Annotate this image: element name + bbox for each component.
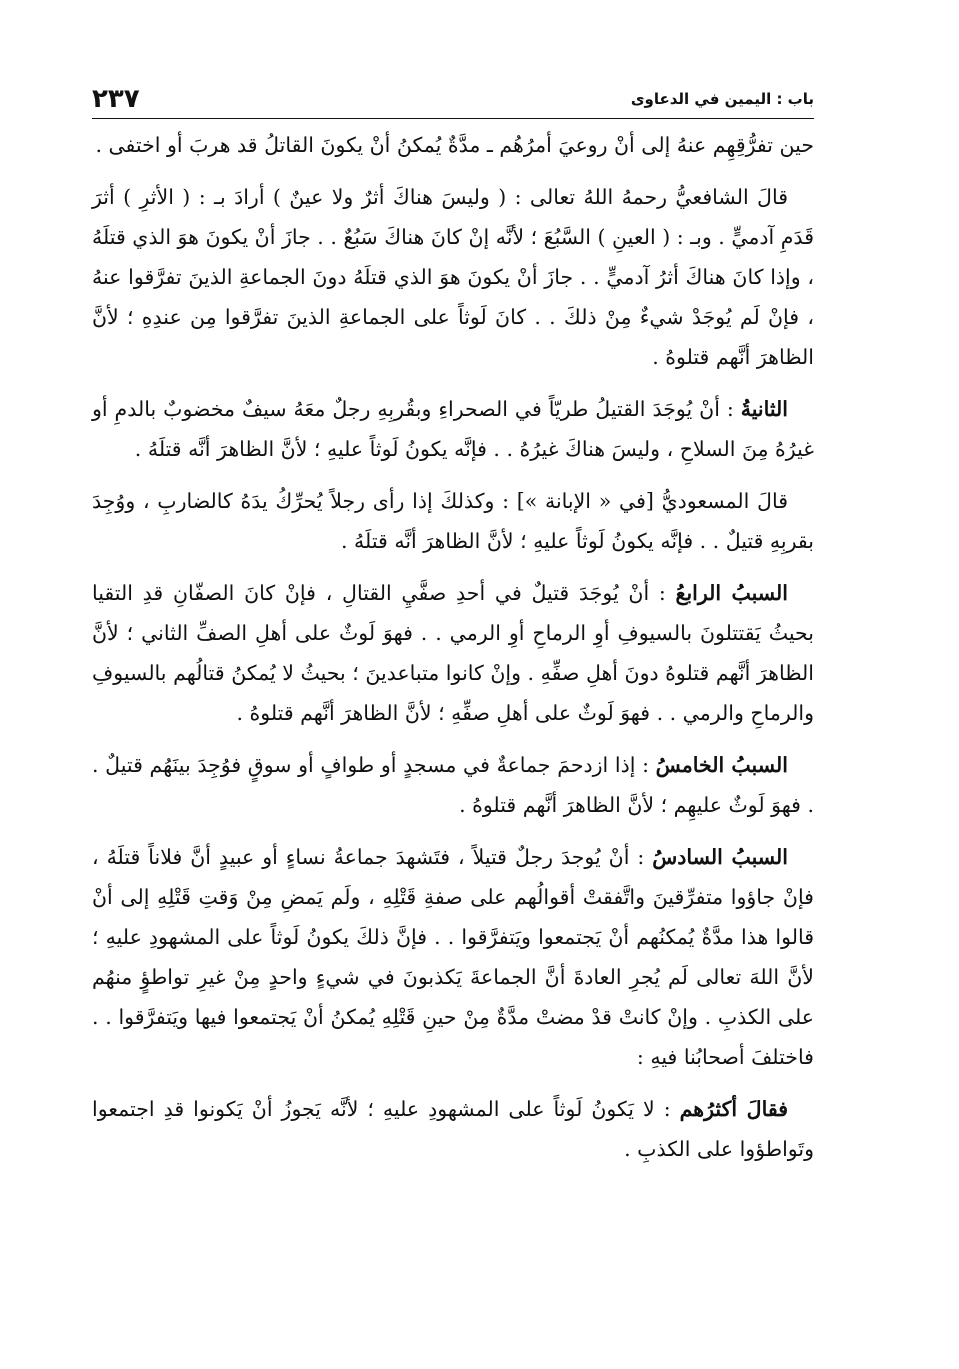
paragraph-text: : لا يَكونُ لَوثاً على المشهودِ عليهِ ؛ لأنَّه يَجوزُ أنْ يَكونوا قدِ اجتمعوا وتَواطؤوا على الكذبِ . [92, 1097, 814, 1161]
chapter-title: باب : اليمين في الدعاوى [630, 90, 814, 108]
paragraph-text: : أنْ يُوجَدَ قتيلٌ في أحدِ صفَّيِ القتالِ ، فإنْ كانَ الصفّانِ قدِ التقيا بحيثُ يَقتتلونَ بالسيوفِ أوِ الرماحِ أوِ الرمي . . فهوَ لَوثٌ على أهلِ الصفِّ الثاني ؛ لأنَّ الظاهرَ أنَّهم قتلوهُ دونَ أهلِ صفِّهِ . وإنْ كانوا متباعدينَ ؛ بحيثُ لا يُمكنُ قتالُهم بالسيوفِ والرماحِ والرمي . . فهوَ لَوثٌ على أهلِ صفِّهِ ؛ لأنَّ الظاهرَ أنَّهم قتلوهُ . [92, 581, 814, 725]
paragraph-text: قالَ المسعوديُّ [في « الإبانة »] : وكذلكَ إذا رأى رجلاً يُحرِّكُ يدَهُ كالضاربِ ، ووُجِدَ بقربِهِ قتيلٌ . . فإنَّه يكونُ لَوثاً عليهِ ؛ لأنَّ الظاهرَ أنَّه قتلَهُ . [92, 489, 814, 553]
paragraph [92, 745, 814, 825]
body-text [92, 119, 814, 1169]
paragraph [92, 481, 814, 561]
paragraph [92, 177, 814, 377]
document-page [92, 82, 814, 1181]
paragraph [92, 1089, 814, 1169]
paragraph [92, 389, 814, 469]
paragraph-text: : أنْ يُوجدَ رجلٌ قتيلاً ، فتَشهدَ جماعةُ نساءٍ أو عبيدٍ أنَّ فلاناً قتلَهُ ، فإنْ جاؤوا متفرِّقينَ واتَّفقتْ أقوالُهم على صفةِ قَتْلِهِ ، ولَم يَمضِ مِنْ وَقتِ قَتْلِهِ إلى أنْ قالوا هذا مدَّةٌ يُمكنُهم أنْ يَجتمعوا ويَتفرَّقوا . . فإنَّ ذلكَ يكونُ لَوثاً على المشهودِ عليهِ ؛ لأنَّ اللهَ تعالى لَم يُجرِ العادةَ أنَّ الجماعةَ يَكذبونَ في شيءٍ واحدٍ مِنْ غيرِ تواطؤٍ منهُم على الكذبِ . وإنْ كانتْ قدْ مضتْ مدَّةٌ مِنْ حينِ قَتْلِهِ يُمكنُ أنْ يَجتمعوا فيها ويَتفرَّقوا . . فاختلفَ أصحابُنا فيهِ : [92, 845, 814, 1069]
paragraph-lead: السببُ السادسُ [652, 845, 788, 869]
paragraph-text: : أنْ يُوجَدَ القتيلُ طريّاً في الصحراءِ وبقُربِهِ رجلٌ معَهُ سيفٌ مخضوبٌ بالدمِ أو غيرُهُ مِنَ السلاحِ ، وليسَ هناكَ غيرُهُ . . فإنَّه يكونُ لَوثاً عليهِ ؛ لأنَّ الظاهرَ أنَّه قتلَهُ . [92, 397, 814, 461]
paragraph-text: : إذا ازدحمَ جماعةٌ في مسجدٍ أو طوافٍ أو سوقٍ فوُجِدَ بينَهُم قتيلٌ . . فهوَ لَوثٌ عليهِم ؛ لأنَّ الظاهرَ أنَّهم قتلوهُ . [92, 753, 814, 817]
paragraph-lead: فقالَ أكثرُهم [679, 1097, 788, 1121]
paragraph [92, 125, 814, 165]
paragraph-text: قالَ الشافعيُّ رحمهُ اللهُ تعالى : ( وليسَ هناكَ أثرٌ ولا عينٌ ) أرادَ بـ : ( الأثرِ ) أثرَ قَدَمِ آدميٍّ . وبـ : ( العينِ ) السَّبُعَ ؛ لأنَّه إنْ كانَ هناكَ سَبُعٌ . . جازَ أنْ يكونَ هوَ الذي قتلَهُ ، وإذا كانَ هناكَ أثرُ آدميٍّ . . جازَ أنْ يكونَ هوَ الذي قتلَهُ دونَ الجماعةِ الذينَ تفرَّقوا عنهُ ، فإنْ لَم يُوجَدْ شيءٌ مِنْ ذلكَ . . كانَ لَوثاً على الجماعةِ الذينَ تفرَّقوا مِن عندِهِ ؛ لأنَّ الظاهرَ أنَّهم قتلوهُ . [92, 185, 814, 369]
paragraph [92, 573, 814, 733]
page-number: ٢٣٧ [92, 84, 140, 114]
paragraph-text: حين تفرُّقِهِم عنهُ إلى أنْ روعيَ أمرُهُم ـ مدَّةٌ يُمكنُ أنْ يكونَ القاتلُ قد هربَ أو اختفى . [95, 133, 814, 157]
paragraph-lead: الثانيةُ [740, 397, 788, 421]
page-header [92, 82, 814, 119]
paragraph-lead: السببُ الخامسُ [655, 753, 788, 777]
paragraph [92, 837, 814, 1077]
paragraph-lead: السببُ الرابعُ [675, 581, 788, 605]
